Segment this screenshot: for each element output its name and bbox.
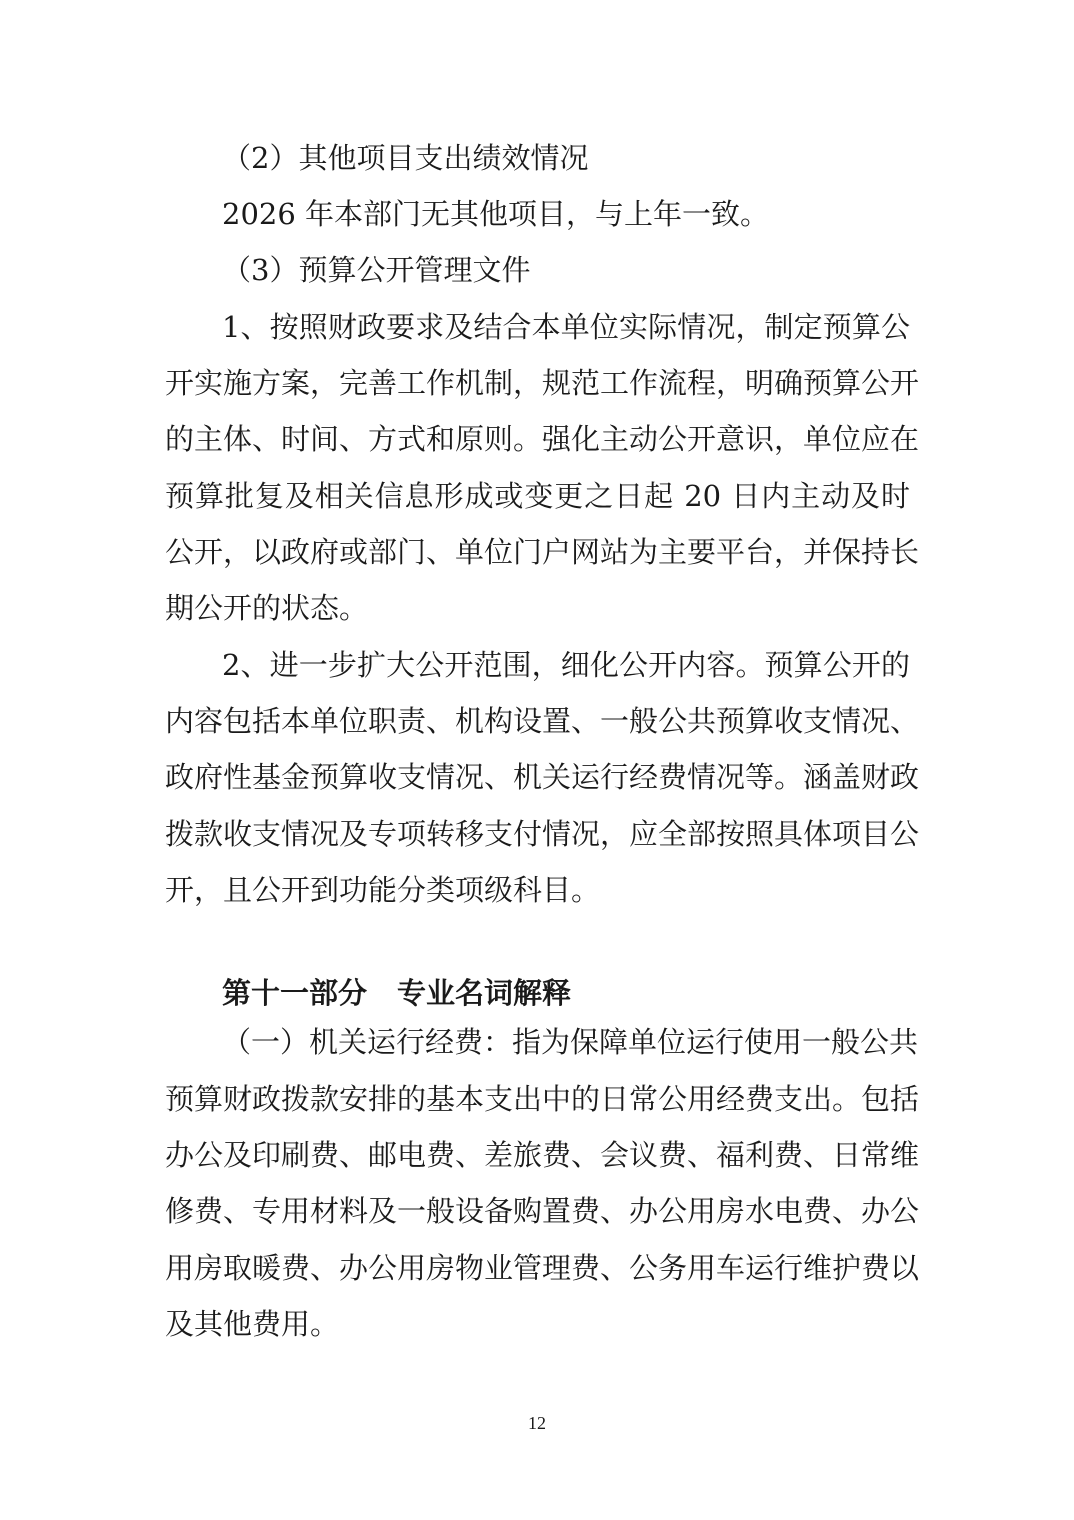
page-number: 12 [528,1413,546,1433]
section-heading-title: 专业名词解释 [397,976,572,1010]
paragraph-1-line-2: 开实施方案，完善工作机制，规范工作流程，明确预算公开 [165,366,920,400]
paragraph-3-line-5: 用房取暖费、办公用房物业管理费、公务用车运行维护费以 [165,1251,920,1285]
paragraph-3-line-4: 修费、专用材料及一般设备购置费、办公用房水电费、办公 [165,1194,920,1228]
paragraph-1-line-4: 预算批复及相关信息形成或变更之日起 20 日内主动及时 [165,479,910,513]
paragraph-2-line-2: 内容包括本单位职责、机构设置、一般公共预算收支情况、 [165,704,920,738]
section-heading [222,974,571,1012]
paragraph-1-line-1: 1、按照财政要求及结合本单位实际情况，制定预算公 [222,310,910,344]
paragraph-1-line-5: 公开，以政府或部门、单位门户网站为主要平台，并保持长 [165,535,920,569]
paragraph-2-line-4: 拨款收支情况及专项转移支付情况，应全部按照具体项目公 [165,817,920,851]
text-line: 2026 年本部门无其他项目，与上年一致。 [222,197,770,231]
paragraph-2-line-3: 政府性基金预算收支情况、机关运行经费情况等。涵盖财政 [165,760,920,794]
paragraph-3-line-3: 办公及印刷费、邮电费、差旅费、会议费、福利费、日常维 [165,1138,920,1172]
paragraph-2-line-1: 2、进一步扩大公开范围，细化公开内容。预算公开的 [222,648,910,682]
paragraph-3-line-2: 预算财政拨款安排的基本支出中的日常公用经费支出。包括 [165,1082,920,1116]
paragraph-3-line-6: 及其他费用。 [165,1307,340,1341]
paragraph-2-line-5: 开，且公开到功能分类项级科目。 [165,873,601,907]
subheading-other-projects: （2）其他项目支出绩效情况 [222,141,589,175]
paragraph-1-line-6: 期公开的状态。 [165,591,369,625]
subheading-budget-disclosure: （3）预算公开管理文件 [222,253,531,287]
paragraph-3-line-1: （一）机关运行经费：指为保障单位运行使用一般公共 [222,1025,919,1059]
paragraph-1-line-3: 的主体、时间、方式和原则。强化主动公开意识，单位应在 [165,422,920,456]
section-heading-part: 第十一部分 [222,976,368,1010]
